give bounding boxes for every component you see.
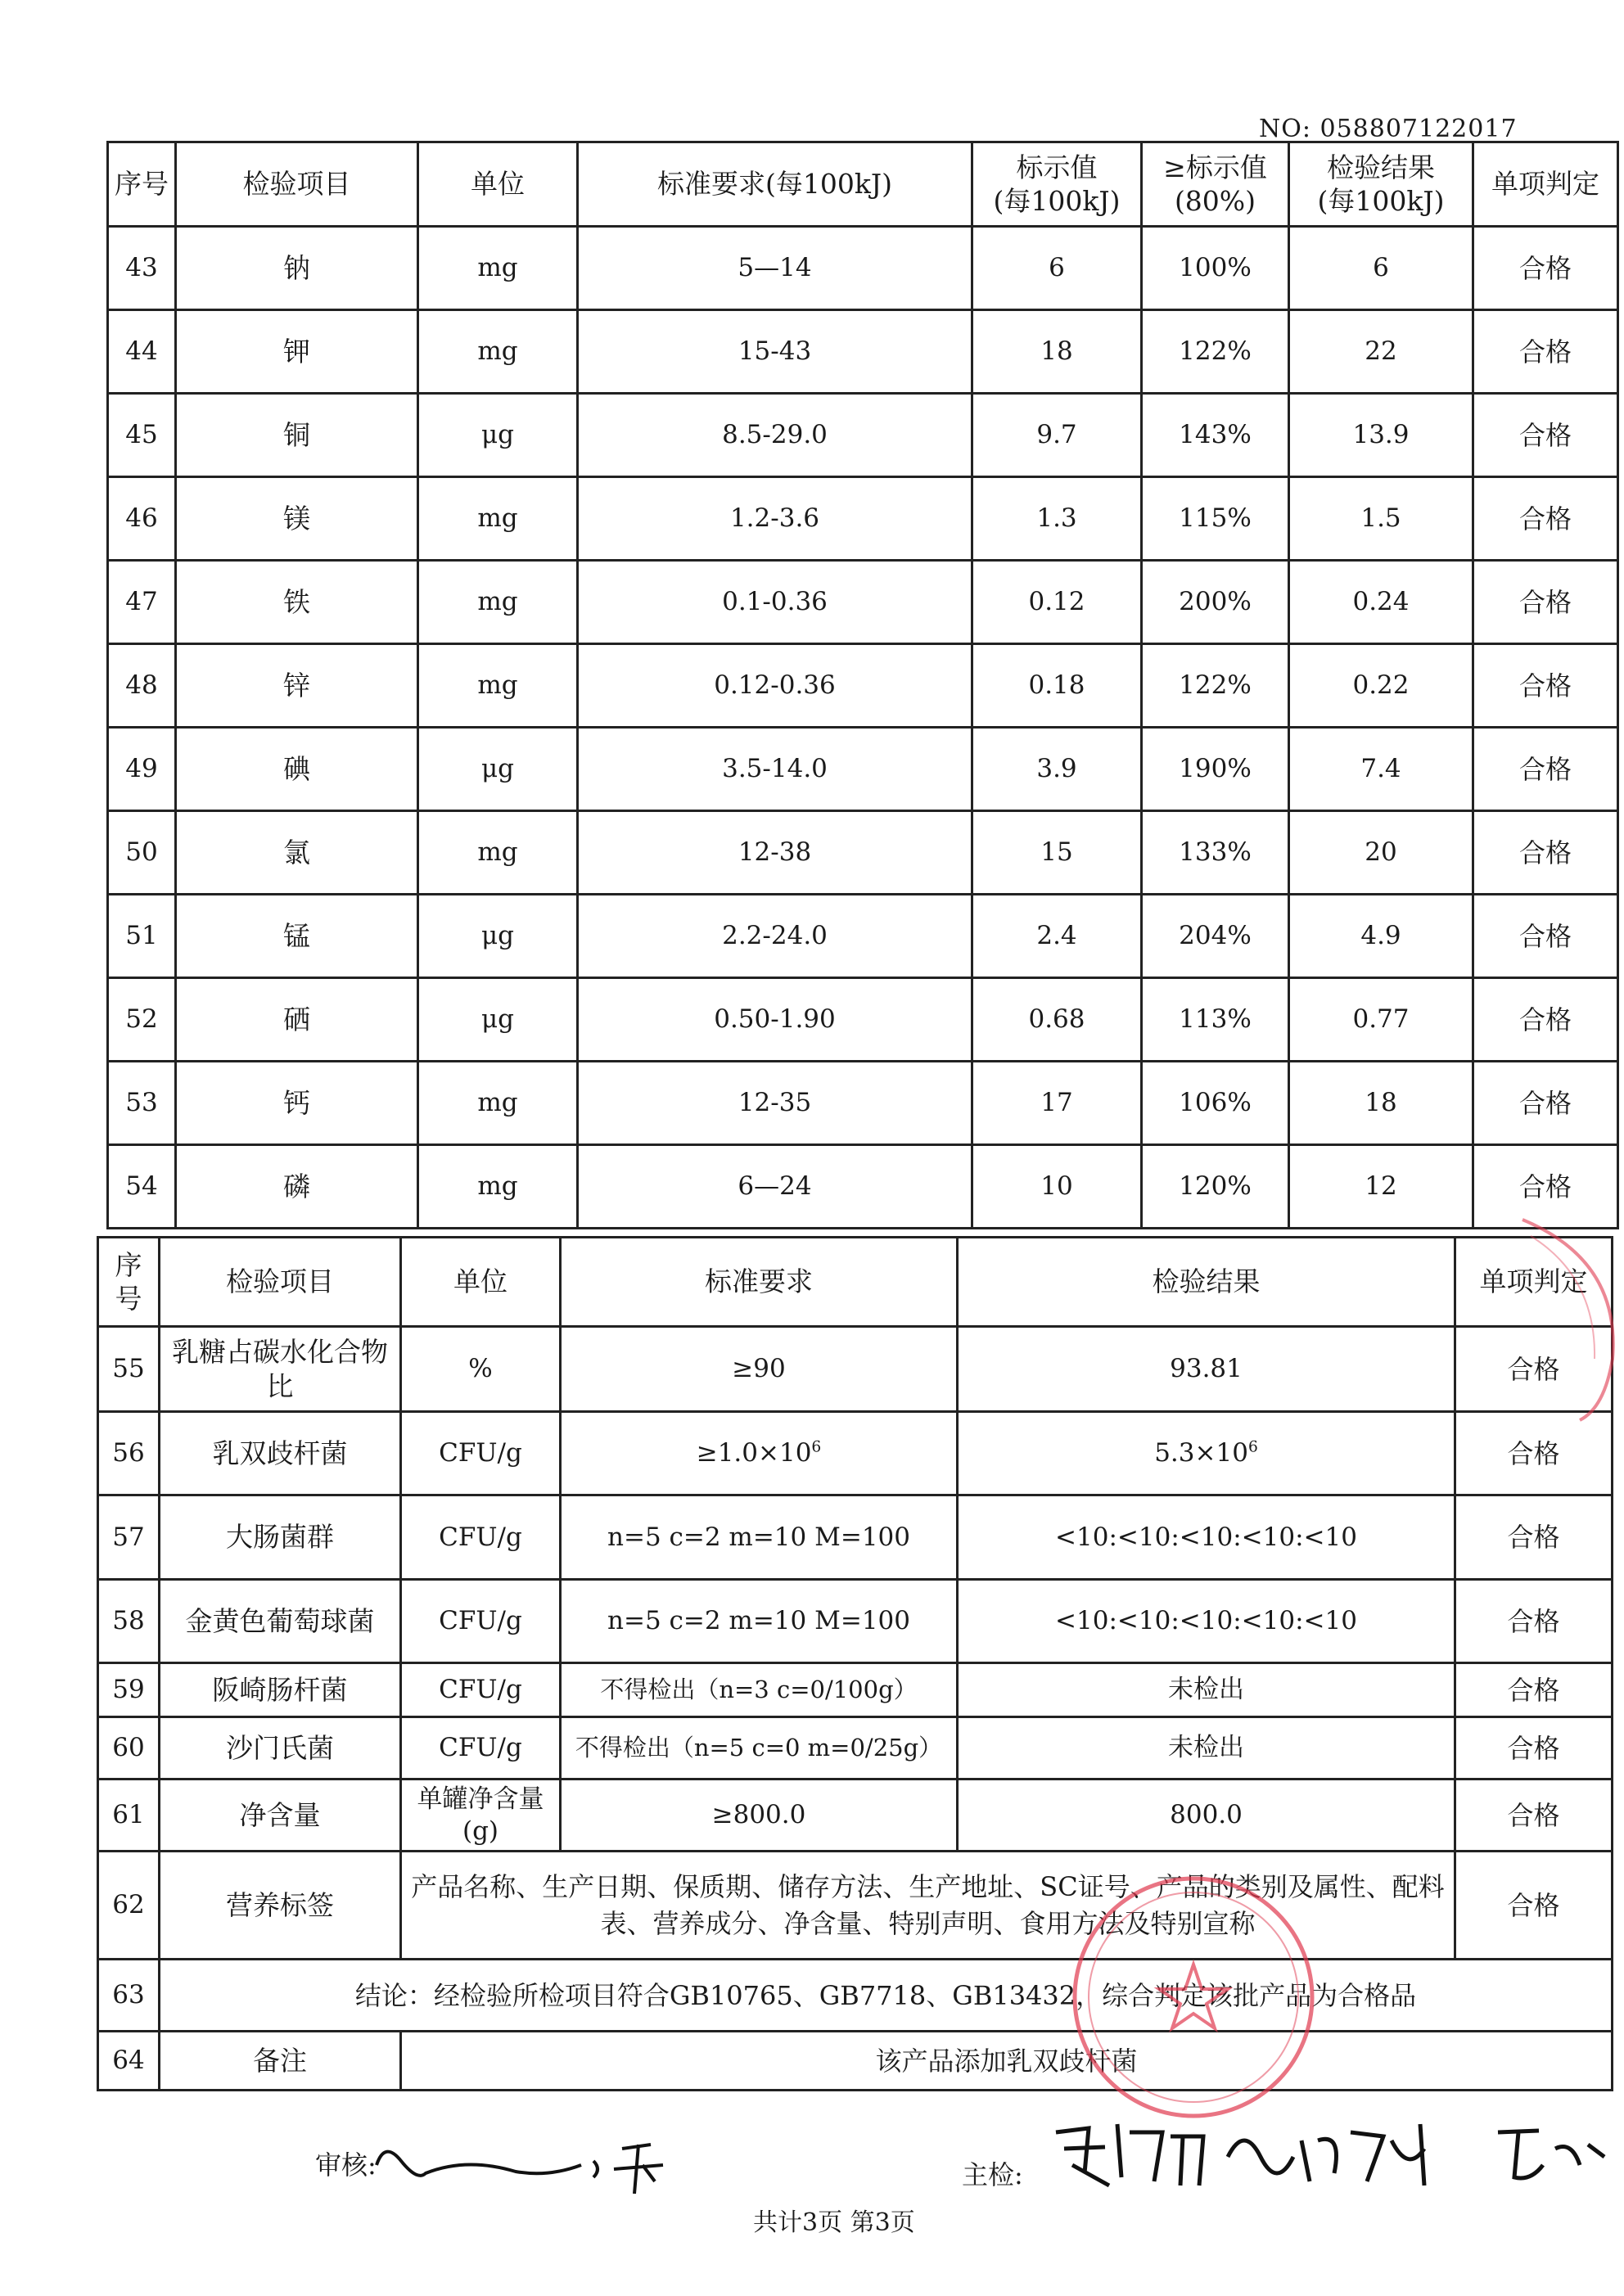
header-percent: ≥标示值 (80%) (1142, 142, 1289, 227)
table-row (108, 1062, 1618, 1145)
row-no: 48 (108, 644, 176, 728)
row-item: 沙门氏菌 (160, 1717, 401, 1780)
row-label-value: 17 (972, 1062, 1142, 1145)
row-result: 12 (1289, 1145, 1473, 1229)
table-row (108, 477, 1618, 561)
row-percent: 133% (1142, 811, 1289, 895)
row-standard: 15-43 (578, 310, 972, 394)
row-unit: CFU/g (401, 1717, 561, 1780)
row-verdict: 合格 (1455, 1663, 1613, 1717)
row-no: 47 (108, 561, 176, 644)
remarks-text: 该产品添加乳双歧杆菌 (401, 2032, 1613, 2091)
row-percent: 122% (1142, 644, 1289, 728)
result-base: 5.3×10 (1154, 1438, 1248, 1468)
table-row (108, 728, 1618, 811)
table-row (108, 895, 1618, 978)
row-no: 43 (108, 227, 176, 310)
row-no: 57 (98, 1495, 160, 1580)
row-standard: 3.5-14.0 (578, 728, 972, 811)
row-unit: mg (418, 227, 578, 310)
test-table (97, 1236, 1613, 2091)
row-result: 800.0 (958, 1780, 1455, 1852)
row-no: 49 (108, 728, 176, 811)
row-verdict: 合格 (1473, 394, 1618, 477)
row-result: 4.9 (1289, 895, 1473, 978)
header-no: 序号 (108, 142, 176, 227)
row-verdict: 合格 (1455, 1580, 1613, 1663)
row-label-value: 0.68 (972, 978, 1142, 1062)
row-label-value: 3.9 (972, 728, 1142, 811)
header-verdict: 单项判定 (1473, 142, 1618, 227)
row-percent: 122% (1142, 310, 1289, 394)
row-label-value: 0.12 (972, 561, 1142, 644)
row-no: 58 (98, 1580, 160, 1663)
row-standard: 0.12-0.36 (578, 644, 972, 728)
row-unit: mg (418, 1145, 578, 1229)
header-no: 序号 (98, 1238, 160, 1327)
row-standard: 12-38 (578, 811, 972, 895)
row-standard (561, 1412, 958, 1495)
header-verdict: 单项判定 (1455, 1238, 1613, 1327)
row-no: 45 (108, 394, 176, 477)
report-number: NO: 058807122017 (1259, 115, 1518, 143)
row-item: 乳双歧杆菌 (160, 1412, 401, 1495)
chief-inspector-signature (1040, 2108, 1613, 2198)
row-label-value: 0.18 (972, 644, 1142, 728)
header-label-value: 标示值 (每100kJ) (972, 142, 1142, 227)
row-standard: 12-35 (578, 1062, 972, 1145)
row-standard: 不得检出（n=3 c=0/100g） (561, 1663, 958, 1717)
row-item: 铁 (176, 561, 418, 644)
table-row (108, 644, 1618, 728)
header-standard: 标准要求(每100kJ) (578, 142, 972, 227)
row-description: 产品名称、生产日期、保质期、储存方法、生产地址、SC证号、产品的类别及属性、配料表、营养成分、净含量、特别声明、食用方法及特别宣称 (401, 1852, 1455, 1960)
row-label-value: 9.7 (972, 394, 1142, 477)
reviewer-signature (368, 2132, 679, 2198)
row-verdict: 合格 (1455, 1852, 1613, 1960)
row-verdict: 合格 (1473, 895, 1618, 978)
row-unit: μg (418, 394, 578, 477)
row-item: 磷 (176, 1145, 418, 1229)
standard-base: ≥1.0×10 (696, 1438, 812, 1468)
chief-inspector-label: 主检: (962, 2159, 1023, 2190)
row-no: 46 (108, 477, 176, 561)
row-verdict: 合格 (1473, 561, 1618, 644)
row-verdict: 合格 (1473, 477, 1618, 561)
row-standard: 1.2-3.6 (578, 477, 972, 561)
row-item: 大肠菌群 (160, 1495, 401, 1580)
row-no: 63 (98, 1960, 160, 2032)
row-standard: n=5 c=2 m=10 M=100 (561, 1495, 958, 1580)
header-unit: 单位 (418, 142, 578, 227)
row-unit: mg (418, 644, 578, 728)
test-table-header (98, 1238, 1613, 1327)
conclusion-text: 结论：经检验所检项目符合GB10765、GB7718、GB13432，综合判定该批产品为合格品 (160, 1960, 1613, 2032)
stamp-fragment (1506, 1211, 1621, 1424)
row-verdict: 合格 (1473, 310, 1618, 394)
row-result (958, 1412, 1455, 1495)
row-verdict: 合格 (1455, 1495, 1613, 1580)
remarks-row (98, 2032, 1613, 2091)
row-percent: 190% (1142, 728, 1289, 811)
row-result: 13.9 (1289, 394, 1473, 477)
row-result: <10:<10:<10:<10:<10 (958, 1580, 1455, 1663)
row-unit: mg (418, 1062, 578, 1145)
nutrient-table-header (108, 142, 1618, 227)
row-item: 镁 (176, 477, 418, 561)
row-item: 阪崎肠杆菌 (160, 1663, 401, 1717)
standard-exponent: 6 (811, 1438, 822, 1456)
table-row (98, 1780, 1613, 1852)
table-row (98, 1580, 1613, 1663)
row-verdict: 合格 (1473, 644, 1618, 728)
row-percent: 115% (1142, 477, 1289, 561)
row-standard: 8.5-29.0 (578, 394, 972, 477)
table-row (98, 1663, 1613, 1717)
row-label-value: 2.4 (972, 895, 1142, 978)
row-percent: 120% (1142, 1145, 1289, 1229)
header-result: 检验结果 (每100kJ) (1289, 142, 1473, 227)
row-no: 55 (98, 1327, 160, 1412)
table-row (108, 310, 1618, 394)
row-result: 93.81 (958, 1327, 1455, 1412)
reviewer-label: 审核: (315, 2149, 377, 2181)
row-no: 53 (108, 1062, 176, 1145)
row-item: 锌 (176, 644, 418, 728)
row-result: 22 (1289, 310, 1473, 394)
row-result: <10:<10:<10:<10:<10 (958, 1495, 1455, 1580)
row-standard: n=5 c=2 m=10 M=100 (561, 1580, 958, 1663)
row-unit: μg (418, 978, 578, 1062)
row-standard: 6—24 (578, 1145, 972, 1229)
row-item: 金黄色葡萄球菌 (160, 1580, 401, 1663)
row-standard: ≥90 (561, 1327, 958, 1412)
table-row (108, 978, 1618, 1062)
row-percent: 106% (1142, 1062, 1289, 1145)
row-standard: 0.1-0.36 (578, 561, 972, 644)
row-unit: CFU/g (401, 1412, 561, 1495)
row-result: 7.4 (1289, 728, 1473, 811)
row-verdict: 合格 (1455, 1780, 1613, 1852)
row-verdict: 合格 (1473, 227, 1618, 310)
table-row (98, 1495, 1613, 1580)
row-unit: μg (418, 728, 578, 811)
row-no: 56 (98, 1412, 160, 1495)
row-no: 50 (108, 811, 176, 895)
row-verdict: 合格 (1473, 728, 1618, 811)
row-verdict: 合格 (1455, 1327, 1613, 1412)
header-unit: 单位 (401, 1238, 561, 1327)
row-percent: 100% (1142, 227, 1289, 310)
row-result: 未检出 (958, 1663, 1455, 1717)
header-item: 检验项目 (160, 1238, 401, 1327)
row-result: 18 (1289, 1062, 1473, 1145)
row-percent: 143% (1142, 394, 1289, 477)
row-item: 锰 (176, 895, 418, 978)
table-row (98, 1327, 1613, 1412)
nutrient-table (106, 141, 1619, 1229)
header-standard: 标准要求 (561, 1238, 958, 1327)
row-item: 铜 (176, 394, 418, 477)
row-result: 未检出 (958, 1717, 1455, 1780)
row-unit: mg (418, 477, 578, 561)
inspection-stamp (1038, 1874, 1349, 2120)
row-label-value: 18 (972, 310, 1142, 394)
row-unit: mg (418, 310, 578, 394)
row-percent: 204% (1142, 895, 1289, 978)
row-item: 钾 (176, 310, 418, 394)
row-no: 64 (98, 2032, 160, 2091)
table-row (108, 227, 1618, 310)
row-result: 6 (1289, 227, 1473, 310)
row-item: 营养标签 (160, 1852, 401, 1960)
row-standard: 0.50-1.90 (578, 978, 972, 1062)
table-row (108, 561, 1618, 644)
row-verdict: 合格 (1473, 1062, 1618, 1145)
row-unit: μg (418, 895, 578, 978)
row-label-value: 10 (972, 1145, 1142, 1229)
row-unit: % (401, 1327, 561, 1412)
row-no: 44 (108, 310, 176, 394)
row-result: 1.5 (1289, 477, 1473, 561)
table-row (108, 394, 1618, 477)
table-row (108, 811, 1618, 895)
row-no: 59 (98, 1663, 160, 1717)
row-no: 51 (108, 895, 176, 978)
table-row (108, 1145, 1618, 1229)
header-result: 检验结果 (958, 1238, 1455, 1327)
row-verdict: 合格 (1455, 1717, 1613, 1780)
table-row (98, 1852, 1613, 1960)
row-result: 0.22 (1289, 644, 1473, 728)
page-info: 共计3页 第3页 (753, 2208, 915, 2237)
row-label-value: 15 (972, 811, 1142, 895)
row-item: 氯 (176, 811, 418, 895)
row-unit: mg (418, 811, 578, 895)
row-verdict: 合格 (1473, 978, 1618, 1062)
row-item: 净含量 (160, 1780, 401, 1852)
conclusion-row (98, 1960, 1613, 2032)
result-exponent: 6 (1247, 1438, 1258, 1456)
row-standard: 2.2-24.0 (578, 895, 972, 978)
row-standard: 5—14 (578, 227, 972, 310)
row-label-value: 6 (972, 227, 1142, 310)
row-verdict: 合格 (1455, 1412, 1613, 1495)
row-unit: 单罐净含量(g) (401, 1780, 561, 1852)
row-no: 54 (108, 1145, 176, 1229)
row-item: 钙 (176, 1062, 418, 1145)
row-verdict: 合格 (1473, 811, 1618, 895)
row-item: 碘 (176, 728, 418, 811)
remarks-label: 备注 (160, 2032, 401, 2091)
row-item: 硒 (176, 978, 418, 1062)
table-row (98, 1717, 1613, 1780)
row-percent: 200% (1142, 561, 1289, 644)
row-unit: CFU/g (401, 1495, 561, 1580)
row-no: 60 (98, 1717, 160, 1780)
row-unit: CFU/g (401, 1663, 561, 1717)
row-standard: ≥800.0 (561, 1780, 958, 1852)
row-result: 20 (1289, 811, 1473, 895)
row-standard: 不得检出（n=5 c=0 m=0/25g） (561, 1717, 958, 1780)
row-result: 0.77 (1289, 978, 1473, 1062)
row-percent: 113% (1142, 978, 1289, 1062)
row-no: 62 (98, 1852, 160, 1960)
table-row (98, 1412, 1613, 1495)
row-result: 0.24 (1289, 561, 1473, 644)
header-item: 检验项目 (176, 142, 418, 227)
row-no: 52 (108, 978, 176, 1062)
row-item: 乳糖占碳水化合物比 (160, 1327, 401, 1412)
row-unit: CFU/g (401, 1580, 561, 1663)
row-no: 61 (98, 1780, 160, 1852)
row-verdict: 合格 (1473, 1145, 1618, 1229)
row-unit: mg (418, 561, 578, 644)
row-item: 钠 (176, 227, 418, 310)
row-label-value: 1.3 (972, 477, 1142, 561)
